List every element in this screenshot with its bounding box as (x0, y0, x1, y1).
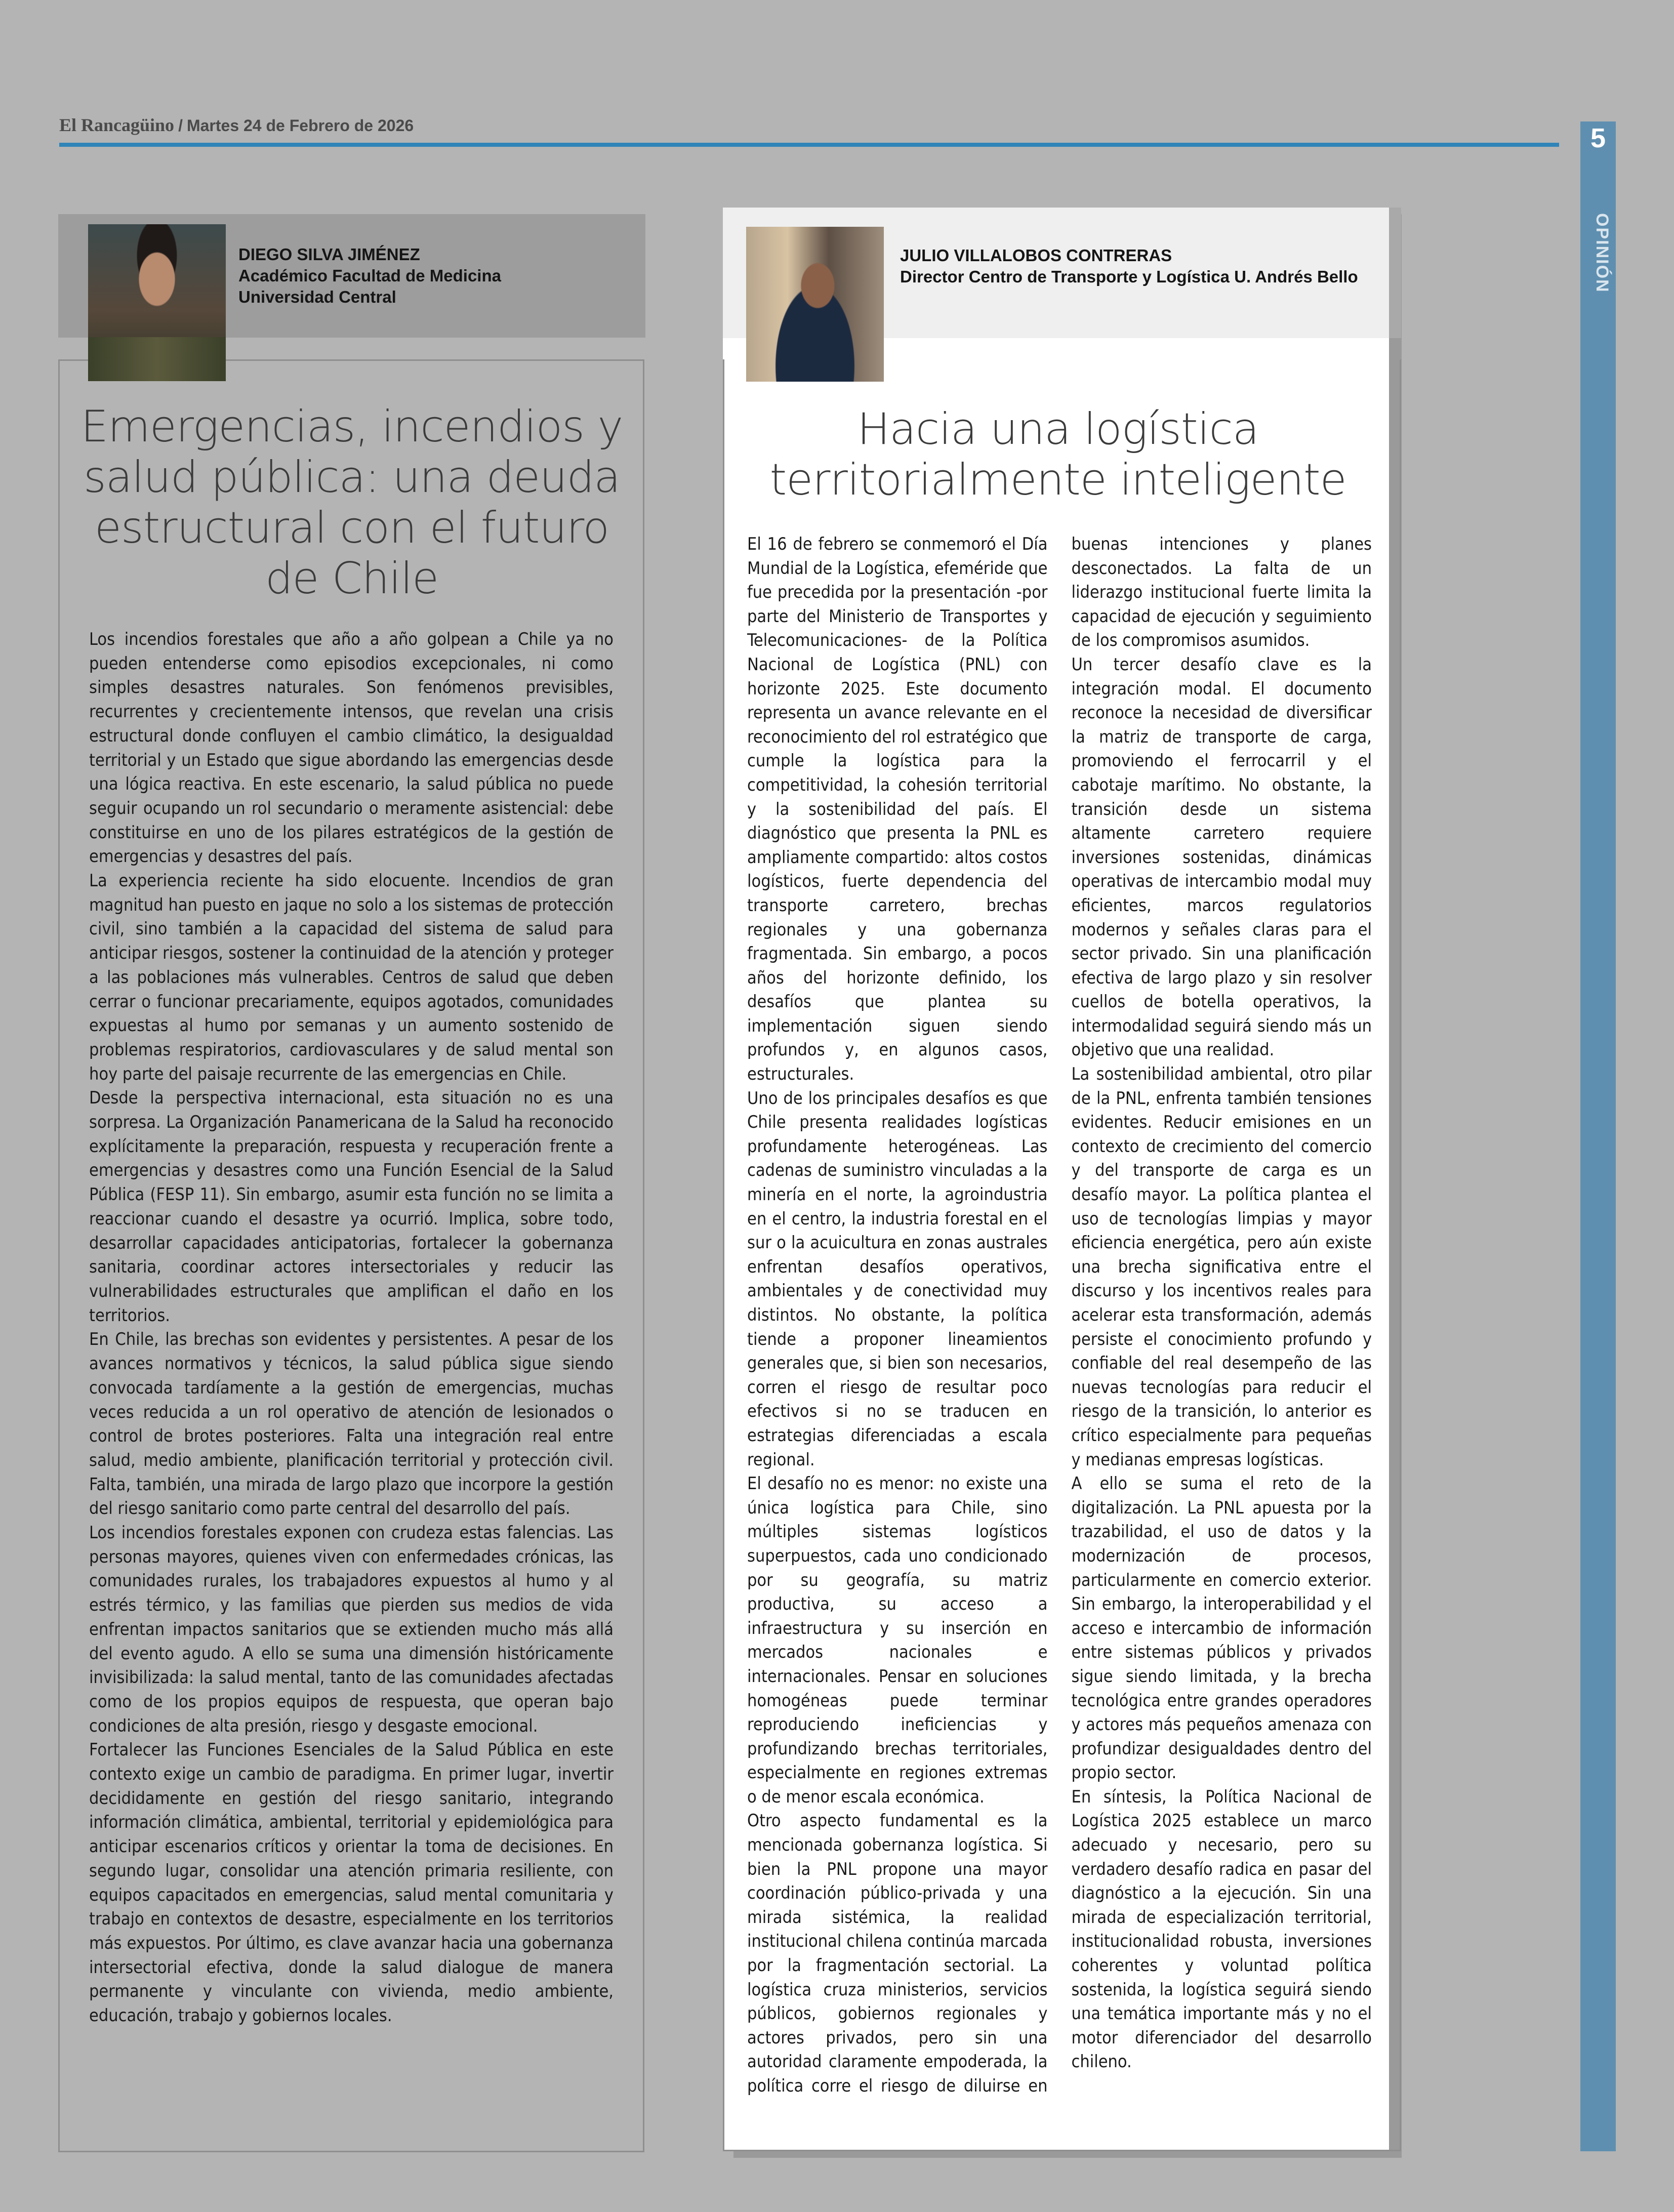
left-article-headline: Emergencias, incendios y salud pública: una deuda estructural con el futuro de Chile (80, 401, 623, 604)
left-article-body (89, 628, 614, 2028)
left-paragraph: Desde la perspectiva internacional, esta situación no es una sorpresa. La Organización Panamericana de la Salud ha reconocido explícitamente la preparación, respuesta y recuperación frente a emergencias y desastres como una Función Esencial de la Salud Pública (FESP 11). Sin embargo, asumir esta función no se limita a reaccionar cuando el desastre ya ocurrió. Implica, sobre todo, desarrollar capacidades anticipatorias, fortalecer la gobernanza sanitaria, coordinar actores intersectoriales y reducir las vulnerabilidades estructurales que amplifican el daño en los territorios. (89, 1088, 614, 1326)
left-author-name: DIEGO SILVA JIMÉNEZ (238, 245, 420, 264)
right-paragraph: El desafío no es menor: no existe una única logística para Chile, sino múltiples sistemas logísticos superpuestos, cada uno condicionado por su geografía, su matriz productiva, su acceso a infraestructura y su inserción en mercados nacionales e internacionales. Pensar en soluciones homogéneas puede terminar reproduciendo ineficiencias y profundizando brechas territoriales, especialmente en regiones extremas o de menor escala económica. (747, 1473, 1048, 1807)
left-paragraph: Fortalecer las Funciones Esenciales de la Salud Pública en este contexto exige un cambio de paradigma. En primer lugar, invertir decididamente en gestión del riesgo sanitario, integrando información climática, ambiental, territorial y epidemiológica para anticipar escenarios críticos y orientar la toma de decisiones. En segundo lugar, consolidar una atención primaria resiliente, con equipos capacitados en emergencias, salud mental comunitaria y trabajo en contextos de desastre, especialmente en los territorios más expuestos. Por último, es clave avanzar hacia una gobernanza intersectorial efectiva, donde la salud dialogue de manera permanente y vinculante con vivienda, medio ambiente, educación, trabajo y gobiernos locales. (89, 1740, 614, 2026)
left-author-affiliation: Universidad Central (238, 288, 396, 306)
header-rule (59, 143, 1559, 147)
left-paragraph: Los incendios forestales exponen con crudeza estas falencias. Las personas mayores, quienes viven con enfermedades crónicas, las comunidades rurales, los trabajadores expuestos al humo y al estrés térmico, y las familias que pierden sus medios de vida enfrentan impactos sanitarios que se extienden mucho más allá del evento agudo. A ello se suma una dimensión históricamente invisibilizada: la salud mental, tanto de las comunidades afectadas como de los propios equipos de respuesta, que operan bajo condiciones de alta presión, riesgo y desgaste emocional. (89, 1523, 614, 1736)
right-paragraph: La sostenibilidad ambiental, otro pilar de la PNL, enfrenta también tensiones evidentes. Reducir emisiones en un contexto de crecimiento del comercio y del transporte de carga es un desafío mayor. La política plantea el uso de tecnologías limpias y mayor eficiencia energética, pero aún existe una brecha significativa entre el discurso y los incentivos reales para acelerar esta transformación, además persiste el conocimiento profundo y confiable del real desempeño de las nuevas tecnologías para reducir el riesgo de la transición, lo anterior es crítico especialmente para pequeñas y medianas empresas logísticas. (1071, 1064, 1372, 1470)
right-author-photo (746, 227, 884, 382)
left-paragraph: Los incendios forestales que año a año golpean a Chile ya no pueden entenderse como episodios excepcionales, ni como simples desastres naturales. Son fenómenos previsibles, recurrentes y crecientemente intensos, que revelan una crisis estructural donde confluyen el cambio climático, la desigualdad territorial y un Estado que sigue abordando las emergencias desde una lógica reactiva. En este escenario, la salud pública no puede seguir ocupando un rol secundario o meramente asistencial: debe constituirse en uno de los pilares estratégicos de la gestión de emergencias y desastres del país. (89, 629, 614, 867)
section-bar (1580, 121, 1616, 2151)
masthead (59, 114, 1558, 139)
left-author-photo (88, 224, 226, 381)
newspaper-name: El Rancagüino (59, 115, 175, 135)
section-label: OPINIÓN (1593, 213, 1612, 293)
right-author-byline (900, 245, 1386, 288)
right-author-name: JULIO VILLALOBOS CONTRERAS (900, 246, 1172, 265)
right-author-role: Director Centro de Transporte y Logística U. Andrés Bello (900, 267, 1358, 286)
left-paragraph: En Chile, las brechas son evidentes y persistentes. A pesar de los avances normativos y técnicos, la salud pública sigue siendo convocada tardíamente a la gestión de emergencias, muchas veces reducida a un rol operativo de atención de lesionados o control de brotes posteriores. Falta una integración real entre salud, medio ambiente, planificación territorial y protección civil. Falta, también, una mirada de largo plazo que incorpore la gestión del riesgo sanitario como parte central del desarrollo del país. (89, 1329, 614, 1519)
left-author-role: Académico Facultad de Medicina (238, 266, 501, 285)
issue-date: Martes 24 de Febrero de 2026 (186, 116, 414, 135)
right-article-headline: Hacia una logística territorialmente inteligente (769, 404, 1346, 505)
right-paragraph: Un tercer desafío clave es la integración modal. El documento reconoce la necesidad de diversificar la matriz de transporte de carga, promoviendo el ferrocarril y el cabotaje marítimo. No obstante, la transición desde un sistema altamente carretero requiere inversiones sostenidas, dinámicas operativas de intercambio modal muy eficientes, marcos regulatorios modernos y señales claras para el sector privado. Sin una planificación efectiva de largo plazo y sin resolver cuellos de botella operativos, la intermodalidad seguirá siendo más un objetivo que una realidad. (1071, 654, 1372, 1060)
masthead-separator: / (178, 116, 183, 135)
right-paragraph: En síntesis, la Política Nacional de Logística 2025 establece un marco adecuado y necesario, pero su verdadero desafío radica en pasar del diagnóstico a la ejecución. Sin una mirada de especialización territorial, institucionalidad robusta, inversiones coherentes y voluntad política sostenida, la logística seguirá siendo una temática importante más y no el motor diferenciador del desarrollo chileno. (1071, 1786, 1372, 2072)
right-paragraph: Uno de los principales desafíos es que Chile presenta realidades logísticas profundamente heterogéneas. Las cadenas de suministro vinculadas a la minería en el norte, la agroindustria en el centro, la industria forestal en el sur o la acuicultura en zonas australes enfrentan desafíos operativos, ambientales y de conectividad muy distintos. No obstante, la política tiende a proponer lineamientos generales que, si bien son necesarios, corren el riesgo de resultar poco efectivos si no se traducen en estrategias diferenciadas a escala regional. (747, 1088, 1048, 1470)
right-paragraph: El 16 de febrero se conmemoró el Día Mundial de la Logística, efeméride que fue precedida por la presentación -por parte del Ministerio de Transportes y Telecomunicaciones- de la Política Nacional de Logística (PNL) con horizonte 2025. Este documento representa un avance relevante en el reconocimiento del rol estratégico que cumple la logística para la competitividad, la cohesión territorial y la sostenibilidad del país. El diagnóstico que presenta la PNL es ampliamente compartido: altos costos logísticos, fuerte dependencia del transporte carretero, brechas regionales y una gobernanza fragmentada. Sin embargo, a pocos años del horizonte definido, los desafíos que plantea su implementación siguen siendo profundos y, en algunos casos, estructurales. (747, 534, 1048, 1085)
page-number: 5 (1590, 123, 1606, 153)
left-author-byline (238, 244, 633, 308)
left-paragraph: La experiencia reciente ha sido elocuente. Incendios de gran magnitud han puesto en jaque no solo a los sistemas de protección civil, sino también a la capacidad del sistema de salud para anticipar riesgos, sostener la continuidad de la atención y proteger a las poblaciones más vulnerables. Centros de salud que deben cerrar o funcionar precariamente, equipos agotados, comunidades expuestas al humo por semanas y un aumento sostenido de problemas respiratorios, cardiovasculares y de salud mental son hoy parte del paisaje recurrente de las emergencias en Chile. (89, 871, 614, 1084)
right-paragraph: A ello se suma el reto de la digitalización. La PNL apuesta por la trazabilidad, el uso de datos y la modernización de procesos, particularmente en comercio exterior. Sin embargo, la interoperabilidad y el acceso e intercambio de información entre sistemas públicos y privados sigue siendo limitada, y la brecha tecnológica entre grandes operadores y actores más pequeños amenaza con profundizar desigualdades dentro del propio sector. (1071, 1473, 1372, 1783)
right-article-body (747, 532, 1372, 2122)
right-paragraph: Otro aspecto fundamental es la mencionada gobernanza logística. Si bien la PNL propone una mayor coordinación público-privada y una mirada sistémica, la realidad institucional chilena continúa marcada por la fragmentación sectorial. La logística cruza ministerios, servicios públicos, gobiernos regionales y actores privados, pero sin una autoridad claramente empoderada, la política corre el riesgo de diluirse en buenas intenciones y planes desconectados. La falta de un liderazgo institucional fuerte limita la capacidad de ejecución y seguimiento de los compromisos asumidos. (747, 534, 1372, 2096)
